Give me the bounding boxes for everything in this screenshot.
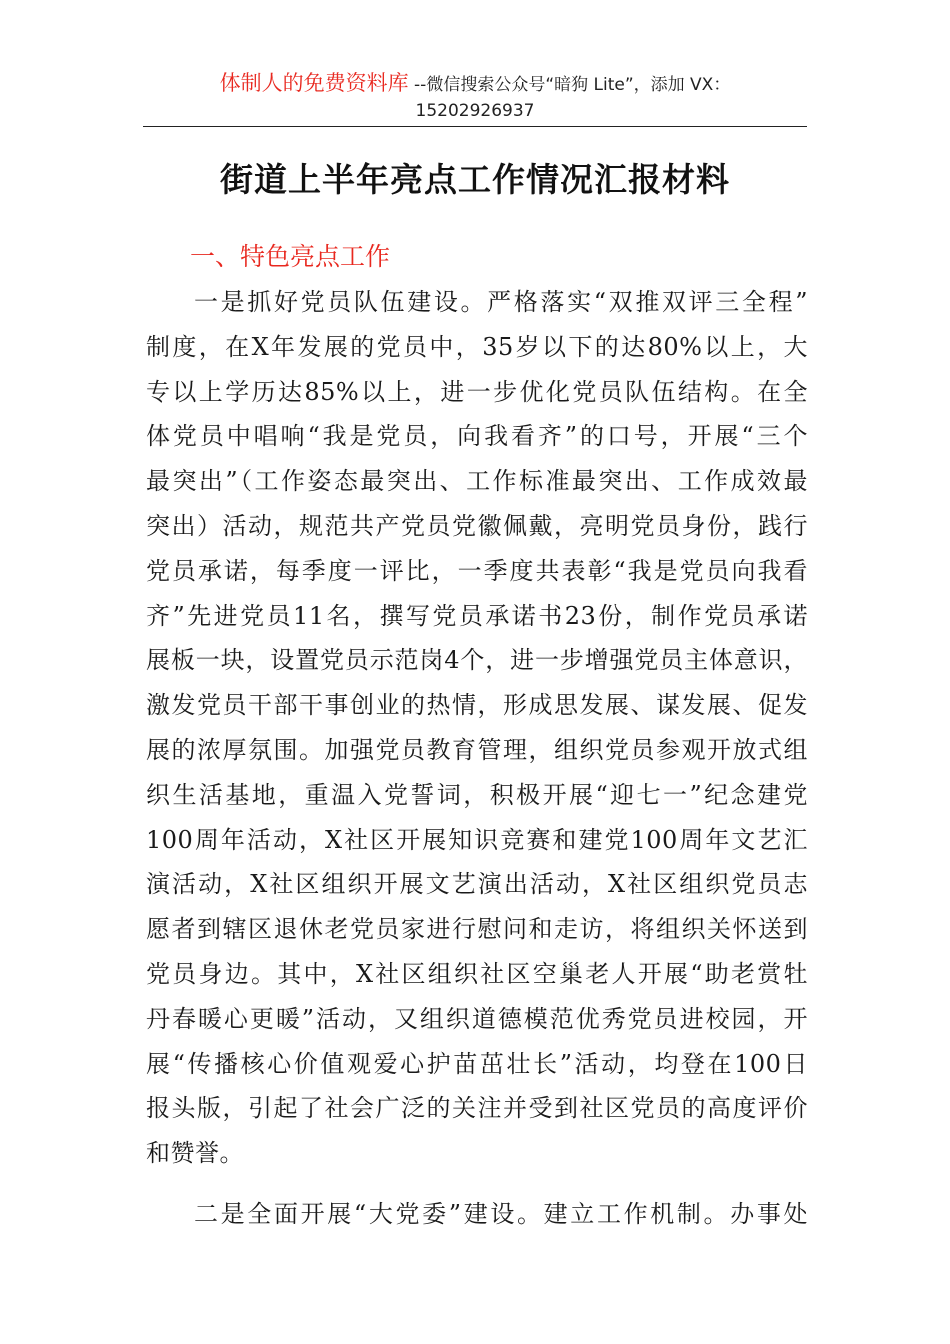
document-title: 街道上半年亮点工作情况汇报材料: [220, 160, 730, 199]
section-heading: 一、特色亮点工作: [190, 242, 391, 271]
paragraph-1-line: 织生活基地，重温入党誓词，积极开展“迎七一”纪念建党: [146, 780, 808, 809]
paragraph-1-line: 党员身边。其中，X社区组织社区空巢老人开展“助老赏牡: [146, 959, 808, 988]
paragraph-1-line: 丹春暖心更暖”活动，又组织道德模范优秀党员进校园，开: [146, 1004, 808, 1033]
paragraph-1-line: 100周年活动，X社区开展知识竞赛和建党100周年文艺汇: [146, 825, 808, 854]
paragraph-1-line: 激发党员干部干事创业的热情，形成思发展、谋发展、促发: [146, 691, 808, 720]
paragraph-1-line: 愿者到辖区退休老党员家进行慰问和走访，将组织关怀送到: [146, 915, 808, 944]
paragraph-1-line: 展板一块，设置党员示范岗4个，进一步增强党员主体意识，: [146, 646, 808, 675]
paragraph-1-line: 专以上学历达85%以上，进一步优化党员队伍结构。在全: [146, 377, 808, 406]
header-info-line2: 15202926937: [415, 101, 535, 121]
header-divider: [143, 126, 807, 127]
paragraph-1-line: 展“传播核心价值观爱心护苗茁壮长”活动，均登在100日: [146, 1049, 808, 1078]
paragraph-1-line: 最突出”（工作姿态最突出、工作标准最突出、工作成效最: [146, 467, 808, 496]
header-brand: 体制人的免费资料库: [219, 71, 409, 95]
paragraph-1-line: 制度，在X年发展的党员中，35岁以下的达80%以上，大: [146, 332, 808, 361]
paragraph-1-line: 突出）活动，规范共产党员党徽佩戴，亮明党员身份，践行: [146, 511, 808, 540]
document-body: [146, 280, 808, 1237]
header-info-line1: --微信搜索公众号“暗狗 Lite”，添加 VX：: [408, 75, 731, 95]
paragraph-2-line: 二是全面开展“大党委”建设。建立工作机制。办事处: [194, 1199, 808, 1228]
paragraph-1-line: 报头版，引起了社会广泛的关注并受到社区党员的高度评价: [146, 1094, 808, 1123]
paragraph-1-line: 齐”先进党员11名，撰写党员承诺书23份，制作党员承诺: [146, 601, 808, 630]
paragraph-spacer: [146, 1176, 808, 1192]
page-header: [143, 70, 807, 124]
paragraph-1-line: 展的浓厚氛围。加强党员教育管理，组织党员参观开放式组: [146, 735, 808, 764]
paragraph-1-line: 一是抓好党员队伍建设。严格落实“双推双评三全程”: [194, 288, 808, 316]
paragraph-1-line: 党员承诺，每季度一评比，一季度共表彰“我是党员向我看: [146, 556, 808, 585]
paragraph-1-line: 体党员中唱响“我是党员，向我看齐”的口号，开展“三个: [146, 422, 808, 451]
paragraph-1-line: 和赞誉。: [146, 1139, 244, 1168]
paragraph-1-line: 演活动，X社区组织开展文艺演出活动，X社区组织党员志: [146, 870, 808, 899]
